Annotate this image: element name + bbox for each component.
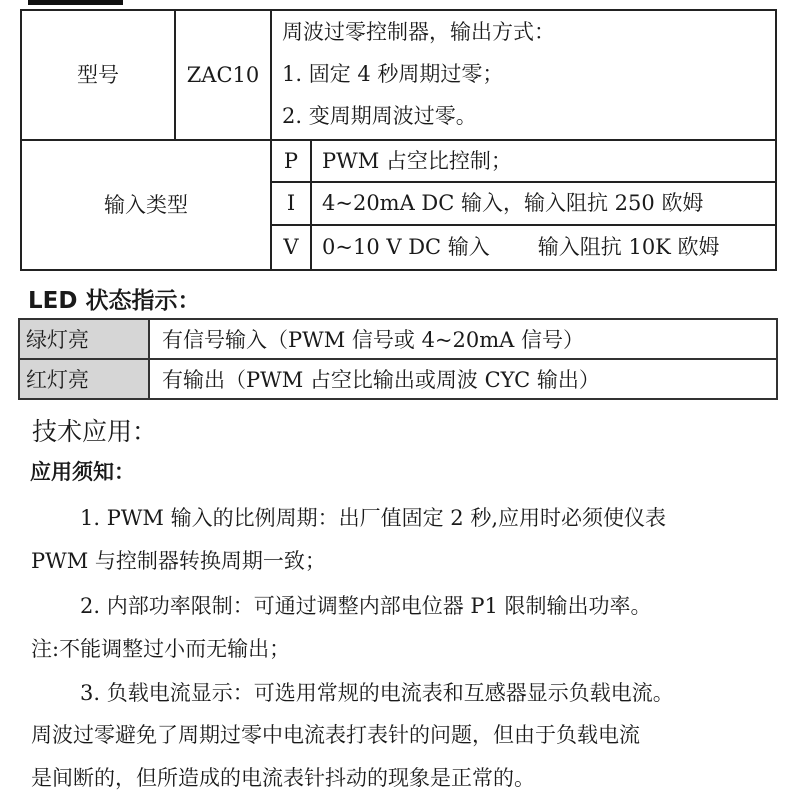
input-desc: 4~20mA DC 输入，输入阻抗 250 欧姆 xyxy=(311,182,776,225)
cropped-heading-fragment xyxy=(28,0,123,5)
output-description xyxy=(271,10,776,140)
led-heading: LED 状态指示： xyxy=(28,288,201,314)
led-desc: 有信号输入（PWM 信号或 4~20mA 信号） xyxy=(149,319,777,359)
led-row xyxy=(19,319,777,359)
led-desc: 有输出（PWM 占空比输出或周波 CYC 输出） xyxy=(149,359,777,399)
tech-heading: 技术应用： xyxy=(32,417,158,446)
notice-heading: 应用须知： xyxy=(30,459,135,484)
input-desc-part: 0~10 V DC 输入 xyxy=(322,235,490,259)
model-row xyxy=(21,10,776,140)
paragraph-line: 3. 负载电流显示：可选用常规的电流表和互感器显示负载电流。 xyxy=(80,681,674,705)
paragraph-line: 周波过零避免了周期过零中电流表打表针的问题，但由于负载电流 xyxy=(31,723,640,747)
spec-table xyxy=(20,9,777,271)
paragraph-line: PWM 与控制器转换周期一致； xyxy=(31,549,326,573)
input-type-label: 输入类型 xyxy=(21,140,271,270)
input-row-p xyxy=(21,140,776,182)
paragraph-line: 注:不能调整过小而无输出； xyxy=(31,637,291,661)
paragraph-line: 2. 内部功率限制：可通过调整内部电位器 P1 限制输出功率。 xyxy=(80,594,652,618)
paragraph-line: 1. PWM 输入的比例周期：出厂值固定 2 秒,应用时必须使仪表 xyxy=(80,506,666,530)
led-name: 红灯亮 xyxy=(19,359,149,399)
output-line: 2. 变周期周波过零。 xyxy=(282,104,477,128)
model-label: 型号 xyxy=(21,10,175,140)
led-name: 绿灯亮 xyxy=(19,319,149,359)
input-desc-part: 输入阻抗 10K 欧姆 xyxy=(537,235,720,259)
led-table xyxy=(18,318,778,400)
input-desc: PWM 占空比控制； xyxy=(311,140,776,182)
output-line: 1. 固定 4 秒周期过零； xyxy=(282,62,504,86)
paragraph-line: 是间断的，但所造成的电流表针抖动的现象是正常的。 xyxy=(31,766,535,790)
led-row xyxy=(19,359,777,399)
input-desc xyxy=(311,225,776,270)
model-value: ZAC10 xyxy=(175,10,271,140)
input-code: V xyxy=(271,225,311,270)
input-code: I xyxy=(271,182,311,225)
input-code: P xyxy=(271,140,311,182)
output-line: 周波过零控制器，输出方式： xyxy=(282,20,555,44)
